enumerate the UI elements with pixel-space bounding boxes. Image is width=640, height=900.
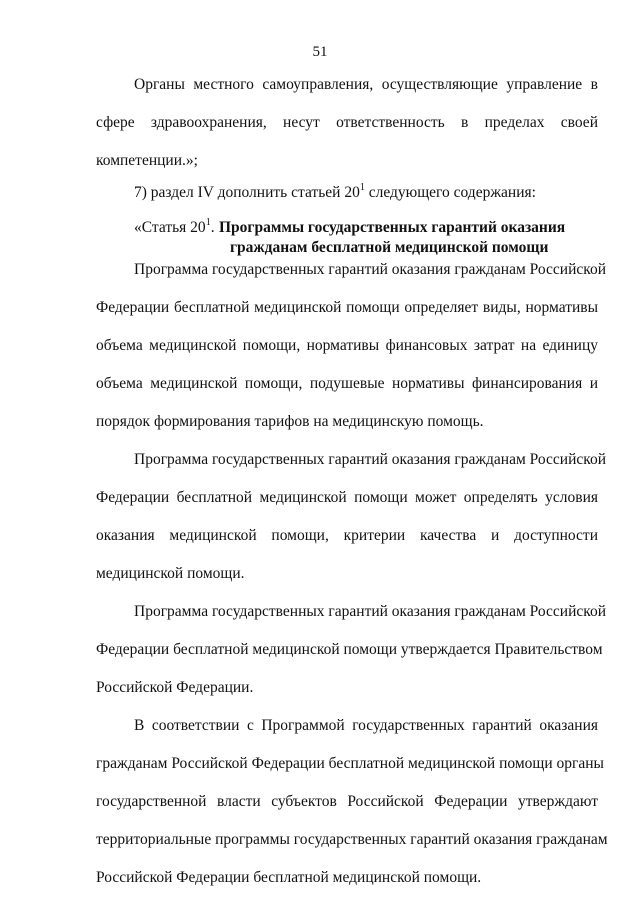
- article-title-line: гражданам бесплатной медицинской помощи: [230, 239, 549, 256]
- article-label-sup: 1: [205, 216, 211, 228]
- text-line: гражданам Российской Федерации бесплатной медицинской помощи органы: [96, 755, 604, 772]
- text-line: Федерации бесплатной медицинской помощи определяет виды, нормативы: [96, 299, 598, 316]
- text-line: В соответствии с Программой государственных гарантий оказания: [134, 717, 598, 734]
- text-line: Программа государственных гарантий оказания гражданам Российской: [134, 261, 607, 278]
- text-line: объема медицинской помощи, нормативы финансовых затрат на единицу: [96, 337, 598, 354]
- text-line: Российской Федерации бесплатной медицинской помощи.: [96, 869, 482, 886]
- text-line: медицинской помощи.: [96, 565, 245, 582]
- text-line: Российской Федерации.: [96, 679, 254, 696]
- text-line: Федерации бесплатной медицинской помощи может определять условия: [96, 489, 598, 506]
- article-label: [134, 218, 215, 238]
- article-label-suffix: .: [210, 219, 215, 236]
- amendment-item-prefix: 7) раздел IV дополнить статьей 20: [134, 184, 360, 201]
- text-line: порядок формирования тарифов на медицинскую помощь.: [96, 413, 484, 430]
- article-title-line: Программы государственных гарантий оказания: [219, 219, 566, 236]
- text-line: компетенции.»;: [96, 152, 198, 169]
- text-line: оказания медицинской помощи, критерии качества и доступности: [96, 527, 598, 544]
- amendment-item: [134, 183, 598, 203]
- text-line: сфере здравоохранения, несут ответственность в пределах своей: [96, 114, 598, 131]
- text-line: Программа государственных гарантий оказания гражданам Российской: [134, 451, 607, 468]
- article-label-prefix: «Статья 20: [134, 219, 206, 236]
- text-line: территориальные программы государственных гарантий оказания гражданам: [96, 831, 608, 848]
- text-line: государственной власти субъектов Российской Федерации утверждают: [96, 793, 598, 810]
- page-number: 51: [312, 44, 328, 60]
- amendment-item-sup: 1: [359, 181, 365, 193]
- amendment-item-suffix: следующего содержания:: [364, 184, 536, 201]
- text-line: объема медицинской помощи, подушевые нормативы финансирования и: [96, 375, 598, 392]
- text-line: Программа государственных гарантий оказания гражданам Российской: [134, 603, 607, 620]
- text-line: Федерации бесплатной медицинской помощи утверждается Правительством: [96, 641, 603, 658]
- article-title: [219, 218, 599, 258]
- text-line: Органы местного самоуправления, осуществляющие управление в: [134, 76, 598, 93]
